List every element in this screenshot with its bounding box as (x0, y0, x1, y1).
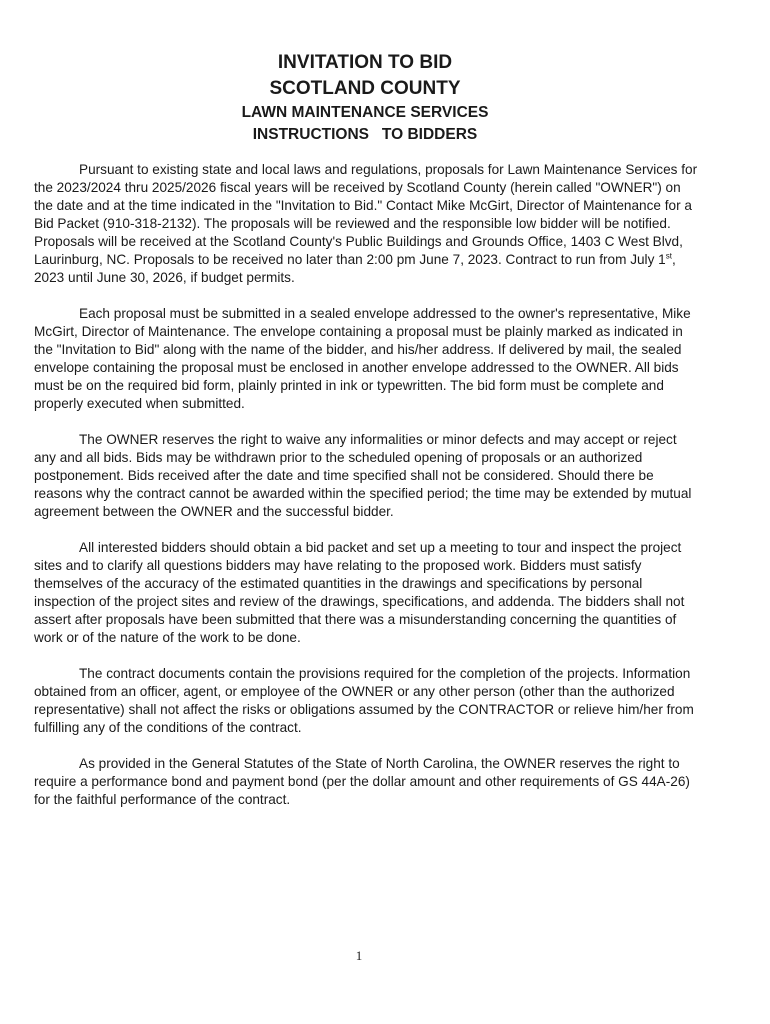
paragraph-performance-bond: As provided in the General Statutes of the State of North Carolina, the OWNER reserves the right to require a performance bond and payment bond (per the dollar amount and other requirements of GS 44A-26) for the faithful performance of the contract. (34, 756, 690, 807)
paragraph-contract-documents: The contract documents contain the provisions required for the completion of the projects. Information obtained from an officer, agent, or employee of the OWNER or any other person (other than the authorized representative) shall not affect the risks or obligations assumed by the CONTRACTOR or relieve him/her from fulfilling any of the conditions of the contract. (34, 666, 694, 735)
paragraph-bid-packet: All interested bidders should obtain a bid packet and set up a meeting to tour and inspect the project sites and to clarify all questions bidders may have relating to the proposed work. Bidders must satisfy themselves of the accuracy of the estimated quantities in the drawings and specifications by personal inspection of the project sites and review of the drawings, specifications, and addenda. The bidders shall not assert after proposals have been submitted that there was a misunderstanding concerning the quantities of work or of the nature of the work to be done. (34, 540, 685, 645)
subtitle-instructions: INSTRUCTIONS TO BIDDERS (252, 126, 478, 143)
subtitle-services: LAWN MAINTENANCE SERVICES (241, 104, 489, 121)
paragraph-sealed-envelope: Each proposal must be submitted in a sealed envelope addressed to the owner's representative, Mike McGirt, Director of Maintenance. The envelope containing a proposal must be plainly marked as indicated in the "Invitation to Bid" along with the name of the bidder, and his/her address. If delivered by mail, the sealed envelope containing the proposal must be enclosed in another envelope addressed to the OWNER. All bids must be on the required bid form, plainly printed in ink or typewritten. The bid form must be complete and properly executed when submitted. (34, 306, 691, 411)
document-header (0, 50, 730, 146)
title-county: SCOTLAND COUNTY (269, 78, 461, 99)
paragraph-proposals (34, 161, 698, 287)
document-body (34, 161, 698, 827)
paragraph-proposals-text: Pursuant to existing state and local laws and regulations, proposals for Lawn Maintenance Services for the 2023/2024 thru 2025/2026 fiscal years will be received by Scotland County (herein called "OWNER") on the date and at the time indicated in the "Invitation to Bid." Contact Mike McGirt, Director of Maintenance for a Bid Packet (910-318-2132). The proposals will be reviewed and the responsible low bidder will be notified. Proposals will be received at the Scotland County's Public Buildings and Grounds Office, 1403 C West Blvd, Laurinburg, NC. Proposals to be received no later than 2:00 pm June 7, 2023. Contract to run from July 1 (34, 162, 698, 267)
page-number: 1 (355, 948, 363, 963)
paragraph-owner-rights: The OWNER reserves the right to waive any informalities or minor defects and may accept or reject any and all bids. Bids may be withdrawn prior to the scheduled opening of proposals or an authorized postponement. Bids received after the date and time specified shall not be considered. Should there be reasons why the contract cannot be awarded within the specified period; the time may be extended by mutual agreement between the OWNER and the successful bidder. (34, 432, 692, 519)
title-invitation-to-bid: INVITATION TO BID (277, 52, 453, 73)
paragraph-proposals-text-end: , 2023 until June 30, 2026, if budget permits. (34, 252, 676, 285)
ordinal-superscript: st (665, 251, 672, 261)
